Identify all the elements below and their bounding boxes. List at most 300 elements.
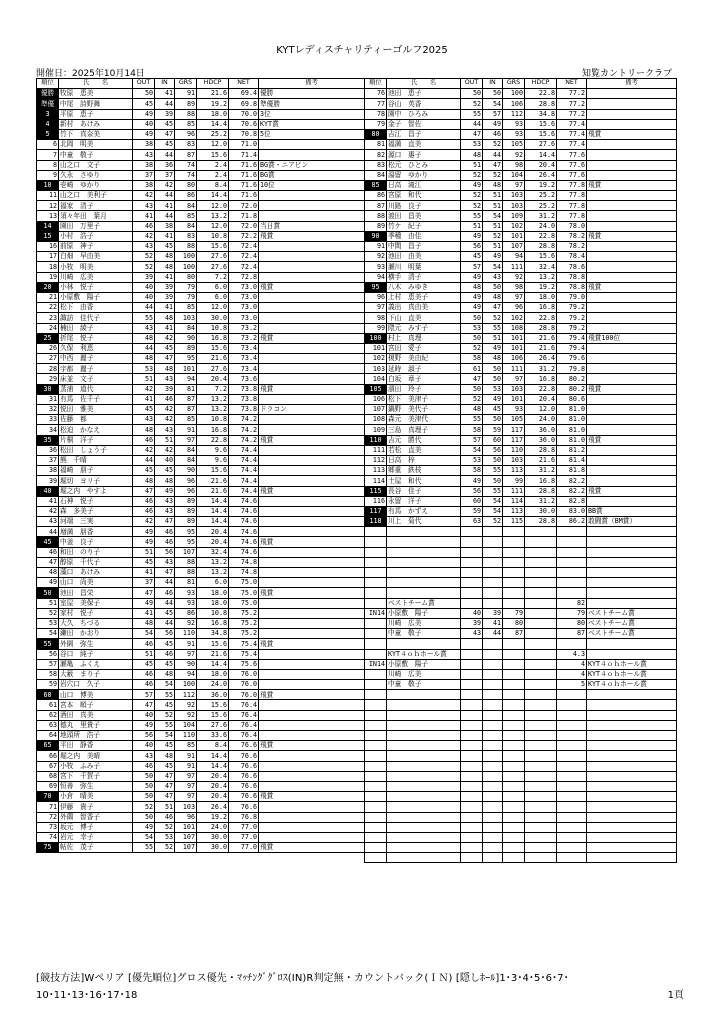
cell-net: 78.8 — [557, 282, 587, 292]
cell-name: 土屋 和代 — [387, 476, 461, 486]
cell-out: 48 — [461, 405, 483, 415]
cell-name: 小原敷 陽子 — [387, 659, 461, 669]
cell-out: 49 — [133, 537, 155, 547]
cell-out: 52 — [461, 99, 483, 109]
results-table-right — [364, 78, 677, 863]
cell-hdcp: 21.6 — [197, 649, 229, 659]
cell-in: 44 — [155, 578, 175, 588]
cell-name: 三島 真理子 — [387, 425, 461, 435]
cell-out: 48 — [133, 333, 155, 343]
cell-out: 48 — [133, 354, 155, 364]
cell-grs: 84 — [175, 455, 197, 465]
cell-hdcp: 31.2 — [525, 496, 557, 506]
cell-grs: 91 — [175, 761, 197, 771]
table-row — [37, 832, 365, 842]
cell-grs — [503, 781, 525, 791]
cell-in — [483, 741, 503, 751]
cell-out: 50 — [133, 781, 155, 791]
table-row — [365, 384, 677, 394]
cell-hdcp — [525, 680, 557, 690]
cell-rank: 12 — [37, 201, 59, 211]
cell-grs: 113 — [503, 466, 525, 476]
cell-grs: 106 — [503, 354, 525, 364]
cell-name — [387, 843, 461, 853]
cell-net — [557, 690, 587, 700]
cell-grs: 87 — [175, 150, 197, 160]
cell-hdcp: 22.8 — [525, 313, 557, 323]
cell-rank: 37 — [37, 455, 59, 465]
cell-note — [587, 843, 677, 853]
table-row — [37, 568, 365, 578]
cell-note — [259, 781, 365, 791]
cell-grs — [503, 588, 525, 598]
table-row — [365, 741, 677, 751]
cell-grs — [503, 751, 525, 761]
cell-grs — [503, 690, 525, 700]
cell-rank — [365, 853, 387, 863]
cell-in: 57 — [483, 109, 503, 119]
cell-in: 46 — [155, 812, 175, 822]
table-row — [37, 445, 365, 455]
cell-hdcp: 33.6 — [197, 731, 229, 741]
cell-net: 74.8 — [229, 557, 259, 567]
cell-net: 77.4 — [557, 119, 587, 129]
cell-hdcp: 12.0 — [197, 140, 229, 150]
cell-in: 51 — [155, 435, 175, 445]
cell-in: 45 — [155, 761, 175, 771]
cell-out: 58 — [461, 466, 483, 476]
table-row — [365, 568, 677, 578]
cell-out: 58 — [461, 354, 483, 364]
table-row — [37, 129, 365, 139]
cell-grs: 100 — [175, 680, 197, 690]
table-row — [37, 292, 365, 302]
cell-hdcp: 15.6 — [525, 252, 557, 262]
cell-in: 51 — [483, 191, 503, 201]
cell-hdcp — [525, 537, 557, 547]
cell-name: 中童 敬子 — [387, 680, 461, 690]
cell-note: 飛賞 — [587, 435, 677, 445]
cell-out — [461, 537, 483, 547]
cell-rank: 42 — [37, 506, 59, 516]
cell-name: 松下 由香 — [59, 303, 133, 313]
cell-net — [557, 832, 587, 842]
cell-hdcp: 24.0 — [197, 822, 229, 832]
cell-grs: 91 — [175, 751, 197, 761]
cell-note — [587, 578, 677, 588]
cell-in: 47 — [155, 568, 175, 578]
cell-name: 久保 利恵 — [59, 343, 133, 353]
table-row — [365, 242, 677, 252]
cell-grs: 94 — [175, 374, 197, 384]
cell-in: 52 — [155, 822, 175, 832]
cell-rank: 17 — [37, 252, 59, 262]
cell-out: 49 — [461, 476, 483, 486]
cell-in: 48 — [155, 476, 175, 486]
cell-net: 77.6 — [557, 170, 587, 180]
table-row — [365, 109, 677, 119]
cell-grs: 103 — [503, 455, 525, 465]
cell-out: 38 — [133, 160, 155, 170]
cell-out: 46 — [133, 496, 155, 506]
table-row — [37, 843, 365, 853]
cell-in — [483, 781, 503, 791]
cell-name: 増満 朋香 — [59, 527, 133, 537]
cell-name: 壱崎 ゆかり — [59, 180, 133, 190]
cell-name: 佐藤 都 — [59, 415, 133, 425]
cell-rank: 30 — [37, 384, 59, 394]
cell-rank — [365, 771, 387, 781]
cell-in: 47 — [155, 792, 175, 802]
cell-name: 平田 静香 — [59, 741, 133, 751]
cell-rank: 14 — [37, 221, 59, 231]
cell-rank: 15 — [37, 231, 59, 241]
cell-note — [587, 466, 677, 476]
cell-grs: 88 — [175, 557, 197, 567]
cell-in: 41 — [155, 201, 175, 211]
cell-out: 51 — [133, 649, 155, 659]
cell-note: 飛賞 — [259, 282, 365, 292]
cell-note: 飛賞 — [259, 435, 365, 445]
cell-note — [259, 629, 365, 639]
cell-hdcp: 15.6 — [197, 639, 229, 649]
cell-net: 77.2 — [557, 99, 587, 109]
cell-rank: 10 — [37, 180, 59, 190]
cell-rank — [365, 649, 387, 659]
cell-hdcp: 15.6 — [525, 129, 557, 139]
table-row — [37, 710, 365, 720]
cell-in: 52 — [483, 313, 503, 323]
cell-grs: 79 — [175, 282, 197, 292]
cell-rank: 43 — [37, 517, 59, 527]
cell-out: 49 — [133, 527, 155, 537]
cell-out — [461, 547, 483, 557]
cell-name — [387, 781, 461, 791]
cell-hdcp: 14.4 — [197, 659, 229, 669]
cell-note — [587, 405, 677, 415]
cell-out: 57 — [461, 262, 483, 272]
cell-hdcp: 15.6 — [197, 150, 229, 160]
cell-hdcp: 21.6 — [197, 486, 229, 496]
cell-name — [387, 639, 461, 649]
table-row — [37, 751, 365, 761]
cell-rank: 67 — [37, 761, 59, 771]
cell-net: 75.4 — [229, 649, 259, 659]
cell-hdcp — [525, 771, 557, 781]
cell-rank: 46 — [37, 547, 59, 557]
cell-out: 51 — [133, 374, 155, 384]
cell-hdcp: 30.0 — [197, 832, 229, 842]
cell-in: 48 — [155, 262, 175, 272]
cell-rank — [365, 812, 387, 822]
cell-out: 49 — [461, 272, 483, 282]
cell-net: 4 — [557, 669, 587, 679]
cell-out: 46 — [133, 680, 155, 690]
cell-note — [587, 313, 677, 323]
cell-net: 79.2 — [557, 313, 587, 323]
table-row — [37, 201, 365, 211]
cell-net: 80.6 — [557, 394, 587, 404]
cell-in: 55 — [483, 486, 503, 496]
cell-rank: 83 — [365, 160, 387, 170]
cell-hdcp — [525, 781, 557, 791]
cell-out: 40 — [461, 608, 483, 618]
cell-grs: 101 — [503, 343, 525, 353]
table-row — [37, 455, 365, 465]
cell-name: 宮本 順子 — [59, 700, 133, 710]
cell-rank — [365, 557, 387, 567]
cell-hdcp: 28.8 — [525, 323, 557, 333]
cell-name: ベストチーム賞 — [387, 598, 461, 608]
cell-net: 77.0 — [229, 822, 259, 832]
cell-note — [259, 415, 365, 425]
cell-in: 50 — [483, 374, 503, 384]
cell-hdcp: 6.0 — [197, 292, 229, 302]
cell-in: 46 — [483, 129, 503, 139]
cell-out: 57 — [461, 435, 483, 445]
cell-note — [259, 313, 365, 323]
cell-hdcp: 15.6 — [525, 119, 557, 129]
header-row — [365, 79, 677, 89]
col-hdcp-header: HDCP — [525, 79, 557, 89]
cell-out: 45 — [133, 659, 155, 669]
cell-rank: 92 — [365, 252, 387, 262]
cell-grs: 91 — [175, 639, 197, 649]
col-name-header: 氏 名 — [59, 79, 133, 89]
table-row — [365, 231, 677, 241]
table-row — [365, 425, 677, 435]
cell-out — [461, 598, 483, 608]
cell-rank: 45 — [37, 537, 59, 547]
cell-out: 49 — [461, 292, 483, 302]
table-row — [365, 496, 677, 506]
cell-in: 43 — [155, 374, 175, 384]
cell-note — [259, 394, 365, 404]
cell-name — [387, 700, 461, 710]
cell-out: 37 — [133, 578, 155, 588]
cell-name: 中童 敬子 — [387, 629, 461, 639]
cell-name: 平原 恵子 — [59, 109, 133, 119]
cell-name: 福家 清子 — [59, 201, 133, 211]
cell-name: 山之口 美利子 — [59, 191, 133, 201]
table-row — [37, 140, 365, 150]
venue-name: 知覧カントリークラブ — [581, 69, 672, 79]
cell-net: 74.6 — [229, 527, 259, 537]
cell-out: 52 — [461, 170, 483, 180]
cell-name: 長谷 佳子 — [387, 486, 461, 496]
table-row — [365, 751, 677, 761]
cell-grs — [503, 741, 525, 751]
cell-in: 44 — [155, 150, 175, 160]
table-row — [365, 710, 677, 720]
cell-rank — [365, 618, 387, 628]
cell-rank: 54 — [37, 629, 59, 639]
cell-name: 岩元 幸子 — [59, 832, 133, 842]
cell-hdcp: 13.2 — [197, 394, 229, 404]
cell-net: 73.0 — [229, 303, 259, 313]
cell-net: 75.2 — [229, 608, 259, 618]
cell-rank: 74 — [37, 832, 59, 842]
cell-note — [259, 323, 365, 333]
cell-hdcp: 7.2 — [197, 384, 229, 394]
cell-rank — [365, 547, 387, 557]
cell-out — [461, 751, 483, 761]
cell-note — [587, 710, 677, 720]
cell-grs: 97 — [175, 649, 197, 659]
cell-hdcp — [525, 568, 557, 578]
cell-net — [557, 761, 587, 771]
cell-hdcp — [525, 588, 557, 598]
cell-note — [587, 170, 677, 180]
cell-out — [461, 568, 483, 578]
cell-in: 41 — [155, 272, 175, 282]
cell-net: 82.2 — [557, 486, 587, 496]
cell-in: 51 — [483, 201, 503, 211]
cell-hdcp — [525, 853, 557, 863]
cell-out — [461, 741, 483, 751]
cell-name: 宇都 麗子 — [59, 364, 133, 374]
cell-grs: 107 — [175, 832, 197, 842]
cell-name: 竹ケ 紀子 — [387, 221, 461, 231]
cell-note — [587, 262, 677, 272]
cell-net — [557, 781, 587, 791]
cell-grs: 100 — [175, 252, 197, 262]
cell-rank: 48 — [37, 568, 59, 578]
cell-in: 47 — [155, 781, 175, 791]
cell-grs: 98 — [503, 282, 525, 292]
cell-grs: 100 — [503, 89, 525, 99]
cell-out: 49 — [133, 129, 155, 139]
table-row — [37, 384, 365, 394]
cell-in: 54 — [155, 731, 175, 741]
table-row — [365, 618, 677, 628]
cell-rank: 77 — [365, 99, 387, 109]
cell-name: 地頭所 浩子 — [59, 731, 133, 741]
cell-rank — [365, 781, 387, 791]
cell-rank: 82 — [365, 150, 387, 160]
table-row — [365, 445, 677, 455]
table-row — [37, 354, 365, 364]
cell-grs: 110 — [175, 629, 197, 639]
cell-net: 82 — [557, 598, 587, 608]
cell-note — [259, 547, 365, 557]
cell-out: 48 — [461, 282, 483, 292]
cell-note — [259, 700, 365, 710]
cell-out: 53 — [133, 364, 155, 374]
cell-in — [483, 853, 503, 863]
cell-note — [259, 140, 365, 150]
cell-name: 吉江 昌子 — [387, 129, 461, 139]
cell-out: 51 — [461, 221, 483, 231]
cell-out: 42 — [133, 231, 155, 241]
cell-note — [587, 649, 677, 659]
cell-rank: 7 — [37, 150, 59, 160]
cell-hdcp: 26.4 — [197, 802, 229, 812]
cell-net: 87 — [557, 629, 587, 639]
cell-note — [587, 99, 677, 109]
cell-rank: 13 — [37, 211, 59, 221]
cell-out — [461, 771, 483, 781]
col-in-header: IN — [483, 79, 503, 89]
cell-out: 43 — [133, 150, 155, 160]
table-row — [365, 129, 677, 139]
cell-note — [587, 221, 677, 231]
cell-hdcp: 22.8 — [525, 231, 557, 241]
cell-out: 55 — [133, 843, 155, 853]
cell-hdcp: 18.0 — [525, 292, 557, 302]
cell-grs — [503, 547, 525, 557]
cell-hdcp: 20.4 — [197, 527, 229, 537]
cell-in: 37 — [155, 170, 175, 180]
cell-in: 51 — [483, 221, 503, 231]
cell-in: 39 — [155, 109, 175, 119]
cell-net: 74.6 — [229, 496, 259, 506]
cell-note — [587, 771, 677, 781]
cell-name: 川崎 広美 — [387, 618, 461, 628]
cell-hdcp: 31.2 — [525, 211, 557, 221]
page-number: 1頁 — [667, 990, 684, 1001]
cell-net: 80.2 — [557, 384, 587, 394]
cell-in: 45 — [483, 405, 503, 415]
cell-in: 48 — [155, 252, 175, 262]
cell-in: 52 — [483, 517, 503, 527]
cell-name: 松迫 かなえ — [59, 425, 133, 435]
cell-net: 75.0 — [229, 578, 259, 588]
cell-in — [483, 771, 503, 781]
cell-grs — [503, 832, 525, 842]
cell-in: 39 — [155, 292, 175, 302]
cell-rank: 115 — [365, 486, 387, 496]
cell-note: KYT賞 — [259, 119, 365, 129]
cell-out: 43 — [133, 751, 155, 761]
cell-name: 中間 昌子 — [387, 242, 461, 252]
cell-in — [483, 832, 503, 842]
cell-in: 51 — [155, 802, 175, 812]
cell-out — [461, 690, 483, 700]
cell-rank: 100 — [365, 333, 387, 343]
cell-name: 瀬川 明葉 — [387, 262, 461, 272]
cell-rank: 39 — [37, 476, 59, 486]
table-row — [37, 547, 365, 557]
col-net-header: NET — [229, 79, 259, 89]
cell-hdcp: 24.0 — [525, 221, 557, 231]
cell-note — [259, 731, 365, 741]
cell-name: 永留 洋子 — [387, 496, 461, 506]
cell-net: 74.4 — [229, 466, 259, 476]
table-row — [37, 557, 365, 567]
cell-name — [387, 751, 461, 761]
cell-name: 松田 しょう子 — [59, 445, 133, 455]
cell-net: 75.2 — [229, 618, 259, 628]
cell-grs: 107 — [175, 547, 197, 557]
cell-net: 71.6 — [229, 170, 259, 180]
cell-note — [259, 761, 365, 771]
table-row — [365, 292, 677, 302]
cell-net: 74.6 — [229, 537, 259, 547]
cell-hdcp: 22.8 — [525, 89, 557, 99]
cell-in: 50 — [483, 476, 503, 486]
cell-note: 優勝 — [259, 89, 365, 99]
cell-grs: 74 — [175, 160, 197, 170]
cell-in: 46 — [155, 537, 175, 547]
cell-in — [483, 690, 503, 700]
cell-grs: 99 — [503, 476, 525, 486]
cell-in: 42 — [155, 445, 175, 455]
cell-in: 46 — [155, 649, 175, 659]
cell-out: 50 — [133, 812, 155, 822]
cell-hdcp — [525, 669, 557, 679]
cell-net — [557, 731, 587, 741]
